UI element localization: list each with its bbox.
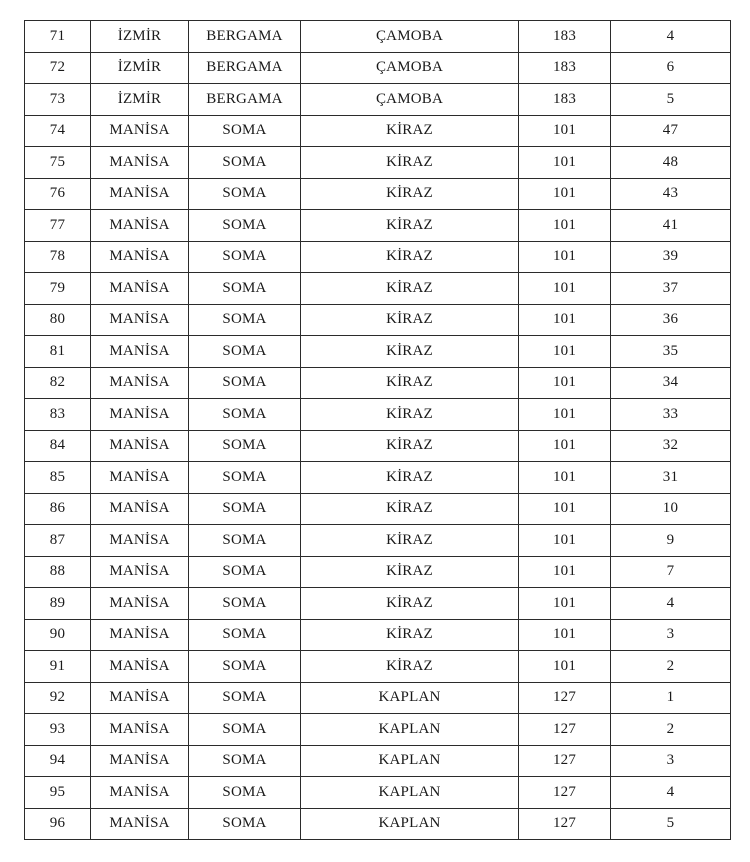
province-cell: MANİSA (91, 304, 189, 336)
province-cell: MANİSA (91, 588, 189, 620)
province-cell: MANİSA (91, 430, 189, 462)
district-cell: SOMA (189, 777, 301, 809)
parcel-table-body (25, 21, 731, 840)
table-row (25, 399, 731, 431)
table-row (25, 84, 731, 116)
table-row (25, 147, 731, 179)
parcel-cell: 4 (611, 777, 731, 809)
district-cell: SOMA (189, 808, 301, 840)
district-cell: SOMA (189, 336, 301, 368)
block-cell: 101 (519, 462, 611, 494)
district-cell: SOMA (189, 462, 301, 494)
row-number-cell: 93 (25, 714, 91, 746)
table-row (25, 210, 731, 242)
block-cell: 101 (519, 651, 611, 683)
parcel-list-page (24, 20, 730, 840)
block-cell: 127 (519, 808, 611, 840)
neighborhood-cell: KİRAZ (301, 430, 519, 462)
table-row (25, 493, 731, 525)
parcel-cell: 7 (611, 556, 731, 588)
block-cell: 101 (519, 336, 611, 368)
table-row (25, 178, 731, 210)
province-cell: MANİSA (91, 336, 189, 368)
parcel-cell: 36 (611, 304, 731, 336)
row-number-cell: 76 (25, 178, 91, 210)
table-row (25, 588, 731, 620)
province-cell: MANİSA (91, 115, 189, 147)
province-cell: MANİSA (91, 241, 189, 273)
parcel-cell: 37 (611, 273, 731, 305)
table-row (25, 52, 731, 84)
district-cell: SOMA (189, 588, 301, 620)
district-cell: SOMA (189, 241, 301, 273)
neighborhood-cell: KAPLAN (301, 777, 519, 809)
block-cell: 127 (519, 777, 611, 809)
block-cell: 101 (519, 430, 611, 462)
block-cell: 183 (519, 84, 611, 116)
parcel-cell: 4 (611, 588, 731, 620)
table-row (25, 682, 731, 714)
parcel-cell: 47 (611, 115, 731, 147)
row-number-cell: 75 (25, 147, 91, 179)
neighborhood-cell: KİRAZ (301, 493, 519, 525)
block-cell: 101 (519, 241, 611, 273)
table-row (25, 808, 731, 840)
table-row (25, 336, 731, 368)
block-cell: 101 (519, 304, 611, 336)
block-cell: 101 (519, 115, 611, 147)
row-number-cell: 92 (25, 682, 91, 714)
table-row (25, 21, 731, 53)
district-cell: SOMA (189, 619, 301, 651)
district-cell: SOMA (189, 682, 301, 714)
table-row (25, 304, 731, 336)
block-cell: 101 (519, 178, 611, 210)
province-cell: MANİSA (91, 651, 189, 683)
block-cell: 183 (519, 52, 611, 84)
table-row (25, 273, 731, 305)
province-cell: MANİSA (91, 493, 189, 525)
neighborhood-cell: KİRAZ (301, 588, 519, 620)
table-row (25, 430, 731, 462)
district-cell: SOMA (189, 714, 301, 746)
block-cell: 101 (519, 556, 611, 588)
row-number-cell: 77 (25, 210, 91, 242)
neighborhood-cell: ÇAMOBA (301, 21, 519, 53)
block-cell: 101 (519, 619, 611, 651)
province-cell: MANİSA (91, 367, 189, 399)
neighborhood-cell: KİRAZ (301, 178, 519, 210)
row-number-cell: 95 (25, 777, 91, 809)
province-cell: MANİSA (91, 399, 189, 431)
row-number-cell: 91 (25, 651, 91, 683)
parcel-cell: 48 (611, 147, 731, 179)
table-row (25, 651, 731, 683)
row-number-cell: 86 (25, 493, 91, 525)
neighborhood-cell: ÇAMOBA (301, 84, 519, 116)
province-cell: MANİSA (91, 777, 189, 809)
block-cell: 101 (519, 147, 611, 179)
parcel-cell: 33 (611, 399, 731, 431)
table-row (25, 556, 731, 588)
block-cell: 101 (519, 493, 611, 525)
parcel-cell: 1 (611, 682, 731, 714)
parcel-cell: 39 (611, 241, 731, 273)
district-cell: SOMA (189, 525, 301, 557)
row-number-cell: 71 (25, 21, 91, 53)
province-cell: MANİSA (91, 525, 189, 557)
province-cell: MANİSA (91, 210, 189, 242)
block-cell: 101 (519, 525, 611, 557)
neighborhood-cell: KAPLAN (301, 745, 519, 777)
neighborhood-cell: ÇAMOBA (301, 52, 519, 84)
parcel-cell: 34 (611, 367, 731, 399)
neighborhood-cell: KİRAZ (301, 367, 519, 399)
district-cell: BERGAMA (189, 21, 301, 53)
parcel-cell: 41 (611, 210, 731, 242)
parcel-cell: 3 (611, 619, 731, 651)
parcel-cell: 6 (611, 52, 731, 84)
table-row (25, 367, 731, 399)
row-number-cell: 83 (25, 399, 91, 431)
row-number-cell: 82 (25, 367, 91, 399)
parcel-table (24, 20, 731, 840)
table-row (25, 777, 731, 809)
province-cell: İZMİR (91, 21, 189, 53)
row-number-cell: 81 (25, 336, 91, 368)
neighborhood-cell: KİRAZ (301, 619, 519, 651)
province-cell: MANİSA (91, 178, 189, 210)
district-cell: SOMA (189, 273, 301, 305)
row-number-cell: 89 (25, 588, 91, 620)
row-number-cell: 78 (25, 241, 91, 273)
neighborhood-cell: KAPLAN (301, 714, 519, 746)
province-cell: MANİSA (91, 619, 189, 651)
parcel-cell: 35 (611, 336, 731, 368)
parcel-cell: 4 (611, 21, 731, 53)
province-cell: İZMİR (91, 84, 189, 116)
province-cell: MANİSA (91, 745, 189, 777)
block-cell: 101 (519, 210, 611, 242)
parcel-cell: 32 (611, 430, 731, 462)
parcel-cell: 5 (611, 84, 731, 116)
table-row (25, 745, 731, 777)
parcel-cell: 3 (611, 745, 731, 777)
row-number-cell: 79 (25, 273, 91, 305)
province-cell: MANİSA (91, 808, 189, 840)
neighborhood-cell: KİRAZ (301, 525, 519, 557)
district-cell: SOMA (189, 147, 301, 179)
row-number-cell: 90 (25, 619, 91, 651)
province-cell: MANİSA (91, 682, 189, 714)
block-cell: 183 (519, 21, 611, 53)
neighborhood-cell: KİRAZ (301, 651, 519, 683)
row-number-cell: 74 (25, 115, 91, 147)
neighborhood-cell: KİRAZ (301, 304, 519, 336)
district-cell: SOMA (189, 304, 301, 336)
province-cell: MANİSA (91, 462, 189, 494)
district-cell: SOMA (189, 556, 301, 588)
province-cell: MANİSA (91, 147, 189, 179)
neighborhood-cell: KİRAZ (301, 115, 519, 147)
table-row (25, 115, 731, 147)
district-cell: SOMA (189, 178, 301, 210)
district-cell: BERGAMA (189, 84, 301, 116)
province-cell: MANİSA (91, 273, 189, 305)
row-number-cell: 73 (25, 84, 91, 116)
parcel-cell: 2 (611, 714, 731, 746)
district-cell: SOMA (189, 367, 301, 399)
district-cell: SOMA (189, 651, 301, 683)
table-row (25, 525, 731, 557)
parcel-cell: 9 (611, 525, 731, 557)
parcel-cell: 2 (611, 651, 731, 683)
neighborhood-cell: KİRAZ (301, 241, 519, 273)
parcel-cell: 31 (611, 462, 731, 494)
table-row (25, 714, 731, 746)
neighborhood-cell: KİRAZ (301, 147, 519, 179)
parcel-cell: 5 (611, 808, 731, 840)
block-cell: 127 (519, 682, 611, 714)
block-cell: 127 (519, 714, 611, 746)
neighborhood-cell: KİRAZ (301, 210, 519, 242)
neighborhood-cell: KAPLAN (301, 682, 519, 714)
block-cell: 101 (519, 588, 611, 620)
district-cell: SOMA (189, 745, 301, 777)
neighborhood-cell: KAPLAN (301, 808, 519, 840)
province-cell: İZMİR (91, 52, 189, 84)
district-cell: SOMA (189, 399, 301, 431)
row-number-cell: 94 (25, 745, 91, 777)
row-number-cell: 96 (25, 808, 91, 840)
row-number-cell: 85 (25, 462, 91, 494)
row-number-cell: 72 (25, 52, 91, 84)
table-row (25, 241, 731, 273)
neighborhood-cell: KİRAZ (301, 336, 519, 368)
block-cell: 101 (519, 273, 611, 305)
province-cell: MANİSA (91, 556, 189, 588)
district-cell: SOMA (189, 210, 301, 242)
district-cell: SOMA (189, 493, 301, 525)
parcel-cell: 10 (611, 493, 731, 525)
district-cell: SOMA (189, 115, 301, 147)
block-cell: 127 (519, 745, 611, 777)
neighborhood-cell: KİRAZ (301, 556, 519, 588)
province-cell: MANİSA (91, 714, 189, 746)
row-number-cell: 87 (25, 525, 91, 557)
neighborhood-cell: KİRAZ (301, 462, 519, 494)
parcel-cell: 43 (611, 178, 731, 210)
neighborhood-cell: KİRAZ (301, 273, 519, 305)
table-row (25, 462, 731, 494)
row-number-cell: 88 (25, 556, 91, 588)
row-number-cell: 80 (25, 304, 91, 336)
table-row (25, 619, 731, 651)
block-cell: 101 (519, 367, 611, 399)
block-cell: 101 (519, 399, 611, 431)
district-cell: SOMA (189, 430, 301, 462)
neighborhood-cell: KİRAZ (301, 399, 519, 431)
district-cell: BERGAMA (189, 52, 301, 84)
row-number-cell: 84 (25, 430, 91, 462)
